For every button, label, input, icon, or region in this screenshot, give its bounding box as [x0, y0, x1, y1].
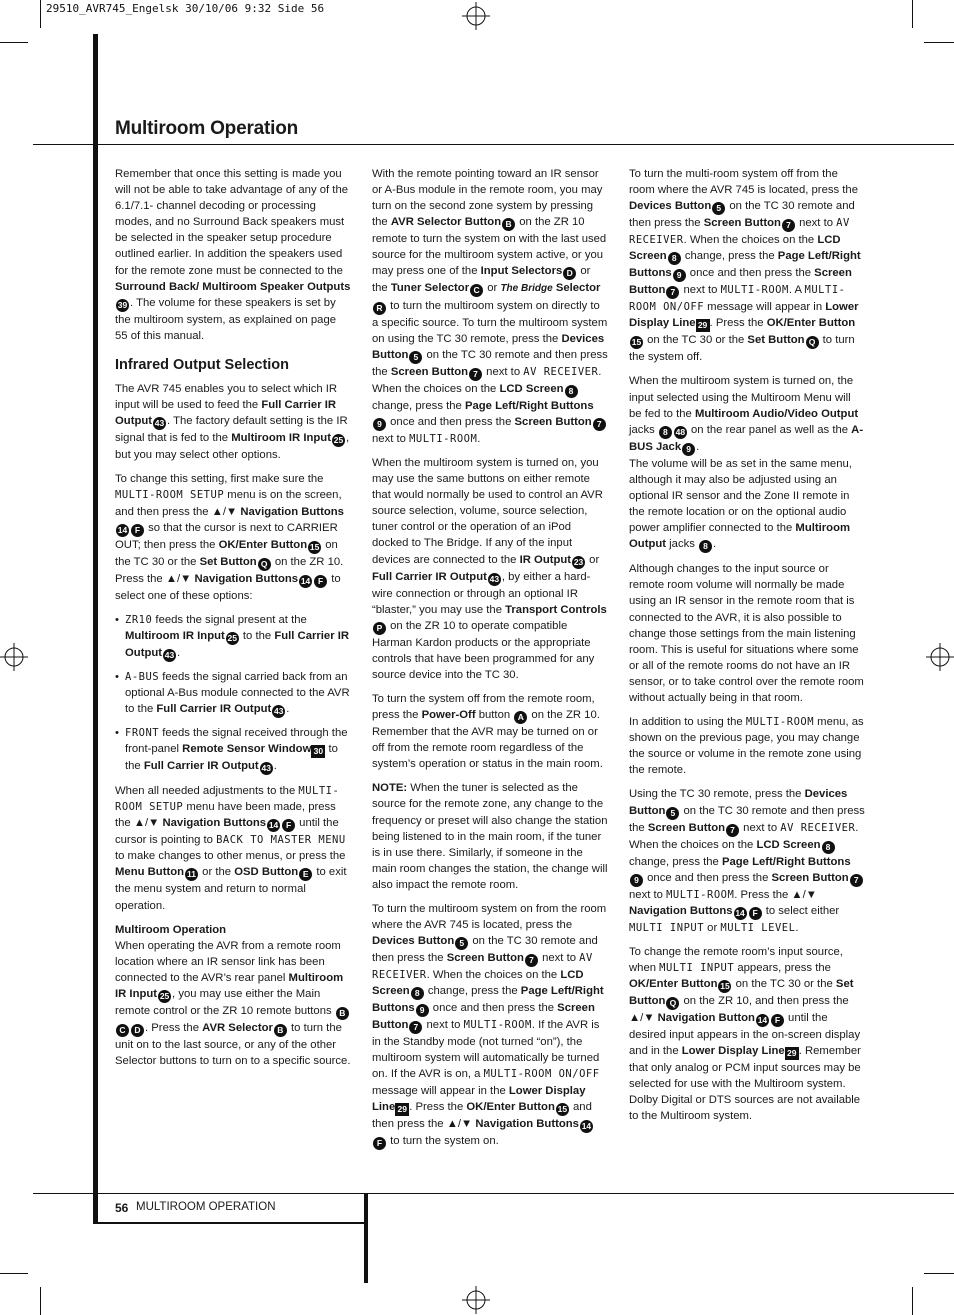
bold-term: Transport Controls	[505, 603, 607, 616]
text-run: so that the cursor is next to CARRIER OUT; then press the	[115, 521, 338, 551]
column-2	[372, 166, 608, 1158]
crop-mark-top-left	[40, 0, 41, 28]
text-run: When the tuner is selected as the source for the remote zone, any change to the frequency or preset will also change the station being listened to in the main room, if the tuner is in use there. Similarly, if someone in the main room changes the station, the change will also impact the remote room.	[372, 782, 608, 891]
crop-mark-bottom-right	[912, 1287, 913, 1315]
text-run: change, press the	[681, 250, 778, 263]
display-text: AV RECEIVER	[372, 952, 593, 982]
callout-badge: 8	[565, 385, 578, 398]
paragraph	[115, 783, 351, 914]
text-run: until the desired input appears in the on-screen display and in the	[629, 1012, 861, 1058]
list-item	[125, 669, 351, 718]
callout-badge: 8	[822, 841, 835, 854]
text-run: to turn the system on.	[387, 1134, 499, 1147]
bold-term: LCD Screen	[756, 838, 821, 851]
callout-badge: F	[749, 907, 762, 920]
callout-badge: 8	[699, 540, 712, 553]
display-text: MULTI-ROOM SETUP	[115, 489, 225, 502]
display-text: MULTI-ROOM ON/OFF	[483, 1068, 600, 1081]
callout-badge: E	[299, 868, 312, 881]
crop-mark-bottom-right-h	[924, 1273, 954, 1274]
text-run: next to	[740, 821, 781, 834]
text-run: . Press the ▲/▼	[734, 888, 817, 901]
display-text: AV RECEIVER	[523, 365, 599, 378]
text-run: feeds the signal received through the front-panel	[125, 726, 348, 756]
text-run: on the TC 30 remote and then press the	[372, 348, 608, 378]
callout-badge: 7	[782, 219, 795, 232]
text-run: or the	[199, 866, 235, 879]
display-text: A-BUS	[125, 670, 160, 683]
text-run: to make changes to other menus, or press the	[115, 850, 346, 863]
text-run: To turn the multiroom system on from the room where the AVR 745 is located, press the	[372, 903, 607, 932]
text-run: next to	[423, 1019, 464, 1032]
callout-badge: 43	[154, 418, 165, 429]
text-run: on the TC 30 remote and then press the	[372, 935, 598, 965]
bold-term: Multiroom Audio/Video Output	[694, 407, 859, 420]
text-run: The volume will be as set in the same menu, although it may also be adjusted using an optional IR sensor and the Zone II remote in the remote location or on the optional audio power amplifier connected to the	[629, 457, 852, 535]
crop-mark-top-right-h	[924, 42, 954, 43]
bold-term: Multiroom IR Input	[125, 629, 225, 642]
list-item	[125, 612, 351, 662]
callout-badge: 14	[268, 820, 279, 831]
callout-badge: C	[116, 1024, 129, 1037]
text-run: . Press the	[709, 317, 767, 330]
text-run: . Press the	[145, 1022, 203, 1034]
text-run: With the remote pointing toward an IR sensor or A-Bus module in the remote room, you may turn on the second zone system by pressing the	[372, 168, 603, 229]
bold-term: Full Carrier IR Output	[115, 399, 337, 428]
header-rule	[33, 144, 954, 145]
text-run: change, press the	[372, 399, 465, 412]
note-paragraph	[372, 780, 608, 893]
paragraph	[115, 381, 351, 463]
paragraph	[115, 938, 351, 1069]
text-run: When the multiroom system is turned on, you may use the same buttons on either remote that would normally be used to control an AVR source selection, volume, source selection, tuner control or the operation of an iPod docked to The Bridge. If any of the input devices are connected to the	[372, 456, 603, 566]
text-run: once and then press the	[387, 415, 515, 428]
footer-rule	[33, 1193, 954, 1194]
paragraph	[372, 455, 608, 683]
callout-badge: 14	[117, 524, 128, 535]
callout-badge: A	[514, 711, 527, 724]
text-run: on the TC 30 remote and then press the	[629, 804, 865, 834]
bold-term: Navigation Buttons	[629, 904, 733, 917]
text-run: . When the choices on the	[629, 821, 859, 851]
text-run: once and then press the	[429, 1002, 558, 1015]
text-run: .	[286, 702, 290, 715]
text-run: once and then press the	[644, 871, 772, 884]
text-run: In addition to using the	[629, 716, 746, 729]
display-text: AV RECEIVER	[780, 821, 856, 834]
text-run: .	[477, 432, 481, 445]
left-vertical-rule	[93, 34, 98, 1224]
callout-badge: C	[470, 284, 483, 297]
callout-badge: F	[373, 1137, 386, 1150]
callout-badge: D	[563, 267, 576, 280]
text-run: . A	[788, 284, 805, 297]
text-run: appears, press the	[734, 961, 831, 974]
bold-term: Set Button	[747, 334, 805, 347]
callout-badge: 7	[666, 286, 679, 299]
bold-term: LCD Screen	[372, 969, 584, 998]
text-run: When all needed adjustments to the	[115, 785, 299, 798]
callout-badge: P	[373, 622, 386, 635]
registration-mark-left	[0, 643, 28, 671]
crop-mark-top-right	[912, 0, 913, 28]
callout-badge: 15	[631, 337, 642, 348]
text-run: to turn the unit on to the last source, or any of the other Selector buttons to turn on to a specific source.	[115, 1022, 351, 1068]
callout-badge: B	[274, 1024, 287, 1037]
display-text: MULTI LEVEL	[720, 921, 796, 934]
paragraph	[629, 373, 865, 553]
text-run: to the	[239, 629, 275, 642]
callout-badge: 9	[630, 874, 643, 887]
paragraph	[372, 691, 608, 772]
bold-term: OK/Enter Button	[218, 538, 308, 551]
display-text: MULTI INPUT	[659, 961, 735, 974]
bold-term: Devices Button	[629, 788, 848, 817]
text-run: message will appear in the	[372, 1084, 509, 1097]
bold-term: Lower Display Line	[372, 1084, 586, 1113]
text-run: . The factory default setting is the IR signal that is fed to the	[115, 415, 348, 445]
callout-badge: 8	[659, 426, 672, 439]
text-run: on the ZR 10. Press the ▲/▼	[115, 555, 344, 585]
text-run: . When the choices on the	[372, 365, 602, 395]
text-run: on the TC 30 or the	[644, 334, 748, 347]
text-run: Although changes to the input source or remote room volume will normally be made using an IR sensor in the remote room that is connected to the AVR, it is also possible to change those settings from the main listening room. This is useful for situations where some or all of the remote rooms do not have an IR sensor, or to take control over the remote room without actually being in that room.	[629, 563, 864, 704]
section-heading: Infrared Output Selection	[115, 356, 290, 373]
paragraph	[629, 561, 865, 706]
callout-badge: 25	[333, 435, 344, 446]
callout-square: 29	[696, 319, 710, 332]
bold-term: LCD Screen	[499, 382, 564, 395]
paragraph	[629, 714, 865, 778]
bold-term: Set Button	[629, 978, 854, 1007]
text-run: The AVR 745 enables you to select which IR input will be used to feed the	[115, 383, 338, 412]
bold-term: AVR Selector	[202, 1022, 273, 1034]
text-run: or	[704, 921, 721, 934]
text-run: next to	[372, 432, 410, 445]
bold-term: Screen Button	[771, 871, 849, 884]
bold-term: Screen Button	[647, 821, 726, 834]
display-text: ZR10	[125, 613, 153, 626]
bold-term: Screen Button	[703, 217, 781, 230]
callout-badge: B	[336, 1007, 349, 1020]
callout-badge: B	[502, 218, 515, 231]
crop-mark-top-left-h	[0, 42, 28, 43]
callout-badge: 39	[117, 299, 128, 310]
text-run: to turn the system off.	[629, 334, 855, 364]
registration-mark-right	[926, 643, 954, 671]
paragraph	[372, 901, 608, 1150]
callout-badge: 14	[757, 1015, 768, 1025]
text-run: button	[475, 709, 514, 722]
text-run: or	[586, 553, 600, 566]
callout-badge: F	[771, 1014, 784, 1027]
crop-mark-bottom-left-h	[0, 1273, 28, 1274]
text-run: menu is on the screen, and then press the ▲/▼	[115, 489, 342, 518]
bold-term: Devices Button	[372, 332, 605, 361]
subsection-heading: Multiroom Operation	[115, 923, 227, 936]
bold-term: Full Carrier IR Output	[156, 702, 272, 715]
bold-term: Power-Off	[421, 709, 476, 722]
bold-term: Full Carrier IR Output	[372, 570, 487, 583]
callout-badge: 8	[411, 987, 424, 1000]
bold-term: Navigation Buttons	[475, 1117, 579, 1130]
print-slug: 29510_AVR745_Engelsk 30/10/06 9:32 Side 56	[46, 2, 325, 15]
registration-mark-bottom	[462, 1286, 490, 1314]
text-run: When operating the AVR from a remote room location where an IR sensor link has been connected to the AVR’s rear panel	[115, 939, 341, 984]
text-run: .	[696, 440, 700, 453]
text-run: .	[273, 760, 277, 773]
callout-square: 29	[395, 1103, 409, 1116]
text-run: To change the remote room’s input source, when	[629, 945, 843, 974]
callout-badge: 7	[409, 1021, 422, 1034]
display-text: MULTI-ROOM SETUP	[115, 785, 340, 814]
callout-badge: 7	[525, 954, 538, 967]
callout-badge: 15	[309, 541, 320, 552]
callout-badge: 25	[159, 991, 170, 1001]
crop-mark-bottom-left	[40, 1287, 41, 1315]
bold-term: Screen Button	[390, 365, 469, 378]
text-run: When the multiroom system is turned on, the input selected using the Multiroom Menu will be fed to the	[629, 375, 854, 420]
page-number: 56	[115, 1201, 129, 1215]
display-text: MULTI-ROOM	[720, 284, 789, 297]
text-run: feeds the signal present at the	[152, 613, 307, 626]
callout-badge: 25	[227, 632, 238, 643]
bold-term: Screen Button	[629, 267, 852, 297]
text-run: or	[484, 282, 501, 295]
text-run: on the ZR 10 remote to turn the system on with the last used source for the multiroom system active, or you may press one of the	[372, 216, 607, 278]
display-text: MULTI-ROOM	[666, 888, 735, 901]
text-run: next to	[629, 888, 667, 901]
bold-term: Screen Button	[514, 415, 592, 428]
display-text: MULTI-ROOM	[745, 716, 815, 729]
text-run: next to	[483, 365, 524, 378]
callout-badge: 7	[850, 874, 863, 887]
text-run: , but you may select other options.	[115, 432, 350, 462]
bold-term: Full Carrier IR Output	[143, 760, 259, 773]
bold-term: Navigation Buttons	[162, 817, 267, 830]
bold-term: Screen Button	[372, 1002, 595, 1032]
callout-badge: 48	[675, 426, 686, 437]
text-run: on the TC 30 remote and then press the	[629, 200, 855, 230]
bold-term: Navigation Buttons	[194, 572, 299, 585]
callout-badge: 5	[712, 202, 725, 215]
callout-badge: 14	[581, 1120, 592, 1131]
bold-term: Multiroom IR Input	[231, 432, 331, 445]
callout-badge: 9	[416, 1004, 429, 1017]
text-run: on the ZR 10, and then press the ▲/▼	[629, 995, 849, 1024]
callout-badge: Q	[666, 997, 679, 1010]
text-run: . Remember that only analog or PCM input sources may be selected for use with the Multiroom system. Dolby Digital or DTS sources are not available to the Multiroom system.	[629, 1045, 861, 1123]
text-run: change, press the	[424, 985, 521, 998]
bold-term: OSD Button	[234, 866, 299, 879]
text-run: message will appear in	[704, 301, 826, 314]
bold-term: Menu Button	[115, 866, 185, 879]
option-list	[115, 612, 351, 775]
bold-term: Devices Button	[372, 935, 455, 948]
page-title: Multiroom Operation	[115, 118, 299, 139]
text-run: to select one of these options:	[115, 572, 341, 602]
text-run: on the ZR 10. Remember that the AVR may be turned on or off from the remote room regardless of the system’s operation or status in the main room.	[372, 709, 603, 771]
bold-term: Multiroom IR Input	[115, 971, 344, 1000]
text-run: , you may use either the Main remote control or the ZR 10 remote buttons	[115, 988, 335, 1017]
bold-term: AVR Selector Button	[390, 216, 502, 229]
footer-vertical-rule	[364, 1193, 368, 1283]
text-run: on the TC 30 or the	[732, 978, 836, 990]
text-run: .	[713, 538, 717, 551]
bold-term: Multiroom Output	[629, 522, 851, 551]
display-text: MULTI-ROOM	[409, 432, 478, 445]
display-text: AV RECEIVER	[629, 217, 850, 247]
text-run: to turn the multiroom system on directly to a specific source. To turn the multiroom system on using the TC 30 remote, press the	[372, 299, 608, 345]
text-run: menu have been made, press the ▲/▼	[115, 801, 336, 830]
bold-term: Navigation Button	[657, 1012, 755, 1024]
bold-term: Page Left/Right Buttons	[464, 399, 594, 412]
text-run: once and then press the	[686, 267, 815, 280]
bold-term: Page Left/Right Buttons	[629, 250, 861, 280]
callout-badge: 15	[557, 1103, 568, 1114]
callout-badge: 5	[666, 807, 679, 820]
bold-term: Selector	[555, 282, 601, 295]
text-run: To turn the multi-room system off from the room where the AVR 745 is located, press the	[629, 168, 858, 197]
paragraph	[372, 166, 608, 447]
text-run: on the rear panel as well as the	[687, 423, 852, 436]
callout-badge: 43	[489, 573, 500, 584]
callout-badge: 43	[164, 649, 175, 660]
bridge-logo: The Bridge	[500, 283, 553, 295]
bold-term: Page Left/Right Buttons	[721, 855, 851, 868]
paragraph	[629, 166, 865, 365]
bold-term: NOTE:	[372, 782, 408, 795]
callout-badge: 7	[726, 824, 739, 837]
column-1	[115, 166, 351, 1077]
text-run: jacks	[629, 423, 658, 436]
callout-badge: 43	[261, 763, 271, 774]
callout-badge: 14	[300, 575, 311, 586]
footer-underline	[93, 1222, 367, 1224]
bold-term: Page Left/Right Buttons	[372, 985, 604, 1015]
text-run: Using the TC 30 remote, press the	[629, 788, 805, 801]
text-run: until the cursor is pointing to	[115, 817, 339, 847]
callout-badge: 5	[455, 937, 468, 950]
display-text: BACK TO MASTER MENU	[216, 834, 346, 847]
display-text: MULTI-ROOM ON/OFF	[629, 284, 846, 314]
text-run: menu, as shown on the previous page, you may change the source or volume in the remote zone using the remote.	[629, 716, 864, 777]
callout-badge: 9	[682, 443, 695, 456]
paragraph	[115, 471, 351, 603]
callout-badge: D	[131, 1024, 144, 1037]
display-text: FRONT	[125, 726, 160, 739]
bold-term: Surround Back/ Multiroom Speaker Outputs	[115, 280, 351, 293]
callout-badge: 7	[469, 368, 482, 381]
text-run: jacks	[666, 538, 699, 551]
callout-badge: F	[131, 524, 144, 537]
bold-term: OK/Enter Button	[629, 978, 718, 990]
text-run: or the	[372, 265, 591, 295]
bold-term: OK/Enter Button	[466, 1100, 555, 1113]
bold-term: Full Carrier IR Output	[125, 629, 350, 659]
bold-term: Screen Button	[446, 952, 524, 965]
text-run: , by either a hard-wire connection or through an optional IR “blaster,” you may use the	[372, 570, 591, 616]
callout-badge: R	[373, 302, 386, 315]
bold-term: Lower Display Line	[629, 301, 859, 330]
bold-term: Navigation Buttons	[240, 505, 344, 518]
callout-badge: Q	[258, 558, 271, 571]
bold-term: A-BUS Jack	[629, 423, 864, 453]
callout-badge: 9	[673, 269, 686, 282]
callout-square: 30	[311, 745, 325, 758]
callout-square: 29	[785, 1047, 799, 1060]
bold-term: Tuner Selector	[390, 282, 470, 295]
bold-term: IR Output	[519, 553, 572, 566]
text-run: next to	[538, 952, 580, 965]
text-run: . Press the	[409, 1100, 467, 1113]
callout-badge: 8	[668, 252, 681, 265]
text-run: to select either	[762, 904, 840, 917]
bold-term: OK/Enter Button	[766, 317, 856, 330]
text-run: . The volume for these speakers is set by the multiroom system, as explained on page 55 of this manual.	[115, 296, 337, 342]
bold-term: LCD Screen	[629, 234, 841, 263]
registration-mark-top	[462, 2, 490, 30]
text-run: To turn the system off from the remote room, press the	[372, 692, 595, 722]
callout-badge: 43	[274, 705, 284, 716]
callout-badge: 7	[593, 418, 606, 431]
column-3	[629, 166, 865, 1132]
text-run: . When the choices on the	[426, 969, 561, 982]
text-run: on the TC 30 or the	[115, 538, 338, 568]
bold-term: Lower Display Line	[681, 1045, 785, 1058]
text-run: on the ZR 10 to operate compatible Harman Kardon products or the appropriate controls that have been programmed for any source device into the TC 30.	[372, 619, 595, 681]
callout-badge: 11	[187, 869, 197, 880]
paragraph	[629, 944, 865, 1125]
paragraph	[629, 786, 865, 935]
bold-term: Devices Button	[629, 200, 712, 213]
bold-term: Input Selectors	[480, 265, 563, 278]
paragraph	[115, 166, 351, 344]
text-run: . If the AVR is in the Standby mode (not turned “on”), the multiroom system will automatically be turned on. If the AVR is on, a	[372, 1019, 600, 1081]
display-text: MULTI INPUT	[629, 921, 705, 934]
list-item	[125, 725, 351, 775]
text-run: next to	[680, 284, 721, 297]
callout-badge: Q	[806, 336, 819, 349]
callout-badge: 9	[373, 418, 386, 431]
bold-term: Remote Sensor Window	[182, 743, 312, 756]
callout-badge: 23	[573, 556, 584, 567]
text-run: .	[177, 646, 181, 659]
text-run: to exit the menu system and return to normal operation.	[115, 866, 347, 912]
bold-term: Set Button	[199, 555, 257, 568]
callout-badge: F	[282, 819, 295, 832]
text-run: and then press the ▲/▼	[372, 1100, 592, 1130]
footer-section-label: MULTIROOM OPERATION	[136, 1201, 276, 1213]
callout-badge: 5	[409, 351, 422, 364]
text-run: next to	[795, 217, 837, 230]
text-run: To change this setting, first make sure the	[115, 473, 324, 486]
callout-badge: F	[314, 575, 327, 588]
text-run: feeds the signal carried back from an optional A-Bus module connected to the AVR to the	[125, 670, 350, 715]
text-run: change, press the	[629, 855, 722, 868]
display-text: MULTI-ROOM	[463, 1019, 532, 1032]
text-run: . When the choices on the	[683, 234, 818, 247]
text-run: .	[795, 921, 799, 934]
text-run: Remember that once this setting is made you will not be able to take advantage of any of the 6.1/7.1- channel decoding or processing modes, and no Surround Back speakers must be selected in the speaker setup procedure outlined earlier. In addition the speakers used for the remote zone must be connected to the	[115, 168, 349, 277]
callout-badge: 14	[735, 907, 745, 918]
callout-badge: 15	[720, 981, 730, 991]
text-run: to the	[125, 743, 338, 773]
